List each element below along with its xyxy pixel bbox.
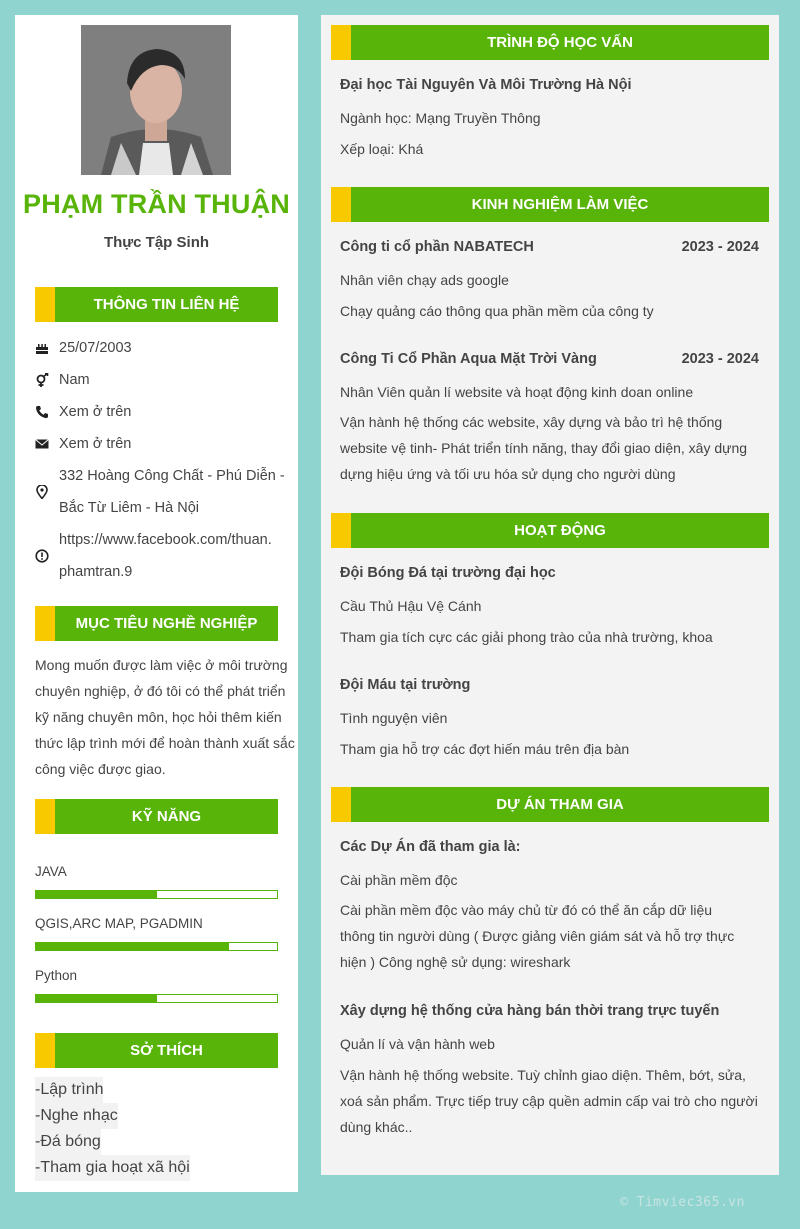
heading-accent-bar	[35, 606, 55, 641]
experience-position: Nhân Viên quản lí website và hoạt động kinh doan online	[340, 384, 694, 400]
footer-watermark: © Timviec365.vn	[620, 1195, 745, 1210]
experience-position: Nhân viên chạy ads google	[340, 272, 509, 288]
skill-progress-bar	[35, 890, 278, 899]
projects-heading	[331, 787, 769, 822]
address-line-1: 332 Hoàng Công Chất - Phú Diễn -	[59, 468, 285, 484]
activity-description: Tham gia hỗ trợ các đợt hiến máu trên địa bàn	[340, 741, 630, 757]
heading-accent-bar	[331, 787, 351, 822]
activity-role: Tình nguyện viên	[340, 710, 448, 726]
website-line-1[interactable]: https://www.facebook.com/thuan.	[59, 532, 272, 548]
job-title: Thực Tập Sinh	[103, 234, 210, 251]
project-description: Cài phần mềm độc vào máy chủ từ đó có thể ăn cắp dữ liệu thông tin người dùng ( Được giảng viên giám sát và hỗ trợ thực hiện ) Công nghệ sử dụng: wireshark	[340, 902, 735, 970]
heading-accent-bar	[331, 513, 351, 548]
birthday-text: 25/07/2003	[59, 340, 132, 356]
experience-company: Công Ti Cổ Phần Aqua Mặt Trời Vàng	[340, 351, 597, 367]
left-column	[15, 15, 298, 1192]
skill-progress-fill	[36, 995, 157, 1002]
info-circle-icon	[35, 549, 49, 563]
gender-text: Nam	[59, 372, 90, 388]
activities-heading	[331, 513, 769, 548]
heading-accent-bar	[331, 187, 351, 222]
activity-description: Tham gia tích cực các giải phong trào của nhà trường, khoa	[340, 629, 713, 645]
skill-name: JAVA	[35, 864, 67, 879]
activity-role: Cầu Thủ Hậu Vệ Cánh	[340, 598, 482, 614]
experience-company: Công ti cổ phần NABATECH	[340, 239, 534, 255]
contact-heading-title: THÔNG TIN LIÊN HỆ	[55, 287, 278, 322]
website-line-2[interactable]: phamtran.9	[59, 564, 133, 580]
hobby-item: -Đá bóng	[35, 1129, 101, 1155]
contact-address	[35, 460, 295, 524]
avatar-photo	[81, 25, 231, 175]
skill-progress-fill	[36, 943, 229, 950]
hobbies-list	[35, 1077, 190, 1181]
education-grade: Xếp loại: Khá	[340, 141, 424, 157]
activity-name: Đội Máu tại trường	[340, 677, 471, 693]
project-description: Vận hành hệ thống website. Tuỳ chỉnh giao diện. Thêm, bớt, sửa, xoá sản phẩm. Trực tiếp truy cập quền admin cấp vai trò cho người dùng khác..	[340, 1067, 758, 1135]
education-major: Ngành học: Mạng Truyền Thông	[340, 110, 541, 126]
right-column	[321, 15, 779, 1175]
skill-progress-bar	[35, 942, 278, 951]
hobbies-heading-title: SỞ THÍCH	[55, 1033, 278, 1068]
project-name: Các Dự Án đã tham gia là:	[340, 839, 521, 855]
education-heading	[331, 25, 769, 60]
experience-description: Vận hành hệ thống các website, xây dựng và bảo trì hệ thống website vệ tinh- Phát triển tính năng, thay đổi giao diện, xây dựng dựng hiệu ứng và tối ưu hóa sử dụng cho người dùng	[340, 414, 748, 482]
hobbies-heading	[35, 1033, 278, 1068]
heading-accent-bar	[35, 799, 55, 834]
email-text: Xem ở trên	[59, 436, 132, 452]
contact-email	[35, 428, 295, 460]
hobby-item: -Tham gia hoạt xã hội	[35, 1155, 190, 1181]
experience-period: 2023 - 2024	[681, 239, 759, 255]
contact-website	[35, 524, 295, 588]
heading-accent-bar	[331, 25, 351, 60]
birthday-cake-icon	[35, 341, 49, 355]
skill-name: QGIS,ARC MAP, PGADMIN	[35, 916, 203, 931]
heading-accent-bar	[35, 1033, 55, 1068]
contact-birthday	[35, 332, 295, 364]
experience-heading	[331, 187, 769, 222]
skill-progress-fill	[36, 891, 157, 898]
projects-heading-title: DỰ ÁN THAM GIA	[351, 787, 769, 822]
skills-heading-title: KỸ NĂNG	[55, 799, 278, 834]
phone-icon	[35, 405, 49, 419]
objective-text: Mong muốn được làm việc ở môi trường chuyên nghiệp, ở đó tôi có thể phát triển kỹ năng chuyên môn, học hỏi thêm kiến thức lập trình mới để hoàn thành xuất sắc công việc được giao.	[35, 657, 295, 777]
hobby-item: -Nghe nhạc	[35, 1103, 118, 1129]
experience-heading-title: KINH NGHIỆM LÀM VIỆC	[351, 187, 769, 222]
objective-heading	[35, 606, 278, 641]
envelope-icon	[35, 437, 49, 451]
objective-heading-title: MỤC TIÊU NGHỀ NGHIỆP	[55, 606, 278, 641]
skill-name: Python	[35, 968, 78, 983]
phone-text: Xem ở trên	[59, 404, 132, 420]
experience-description: Chạy quảng cáo thông qua phần mềm của công ty	[340, 303, 654, 319]
avatar	[81, 25, 231, 175]
project-role: Quản lí và vận hành web	[340, 1036, 495, 1052]
address-line-2: Bắc Từ Liêm - Hà Nội	[59, 500, 199, 516]
skills-heading	[35, 799, 278, 834]
education-school: Đại học Tài Nguyên Và Môi Trường Hà Nội	[340, 77, 632, 93]
project-name: Xây dựng hệ thống cửa hàng bán thời trang trực tuyến	[340, 1003, 720, 1019]
project-role: Cài phần mềm độc	[340, 872, 458, 888]
experience-period: 2023 - 2024	[681, 351, 759, 367]
education-heading-title: TRÌNH ĐỘ HỌC VẤN	[351, 25, 769, 60]
candidate-name: PHẠM TRẦN THUẬN	[23, 189, 290, 219]
activities-heading-title: HOẠT ĐỘNG	[351, 513, 769, 548]
contact-phone	[35, 396, 295, 428]
heading-accent-bar	[35, 287, 55, 322]
contact-heading	[35, 287, 278, 322]
gender-icon	[35, 373, 49, 387]
contact-gender	[35, 364, 295, 396]
skill-progress-bar	[35, 994, 278, 1003]
activity-name: Đội Bóng Đá tại trường đại học	[340, 565, 556, 581]
hobby-item: -Lập trình	[35, 1077, 103, 1103]
map-pin-icon	[35, 485, 49, 499]
